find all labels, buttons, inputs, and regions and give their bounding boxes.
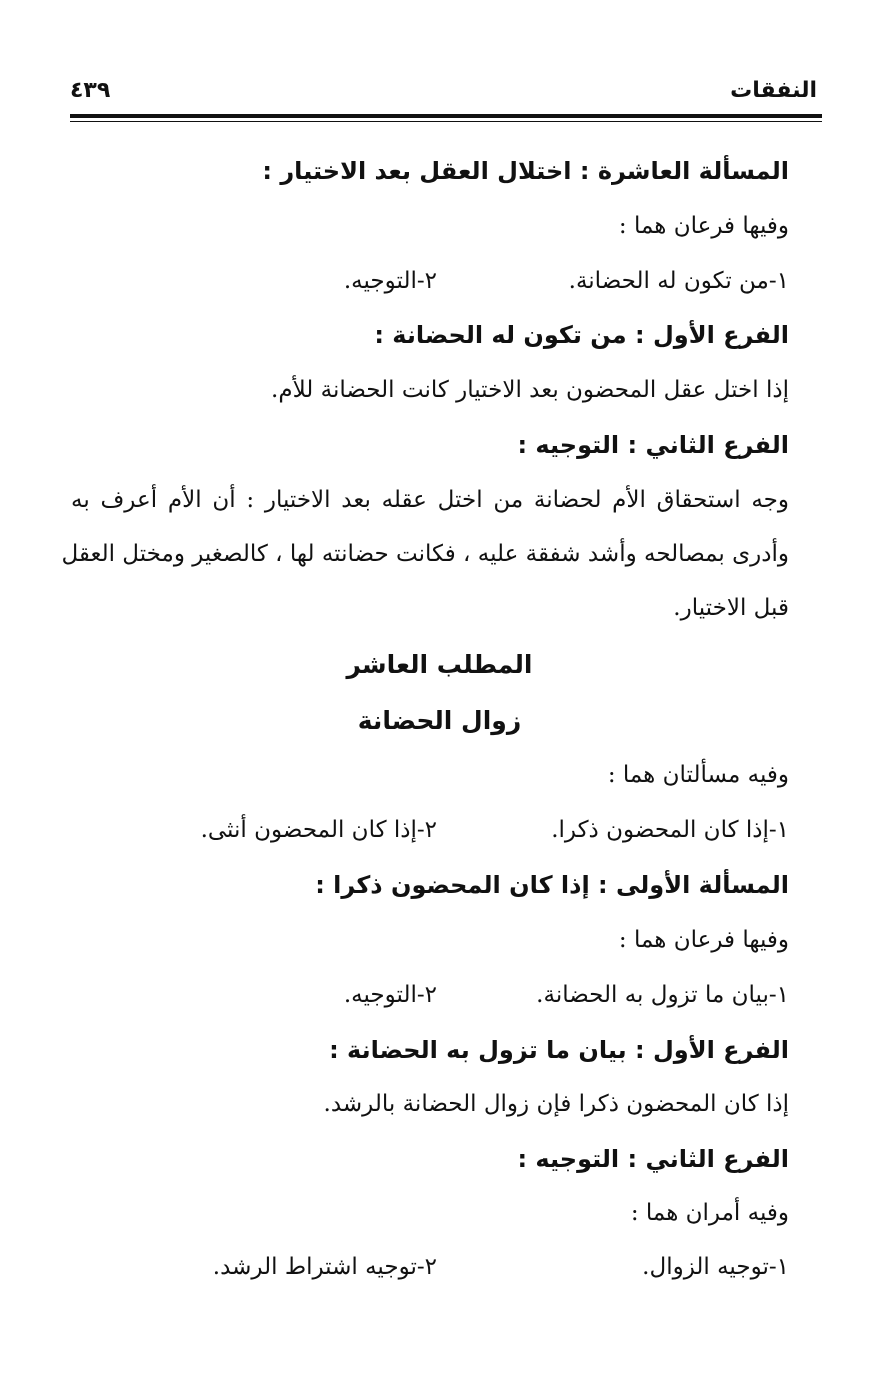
header-rule-thin bbox=[70, 121, 822, 122]
header-rule-thick bbox=[70, 114, 822, 118]
chapter-heading: المطلب العاشر bbox=[346, 650, 533, 679]
list-item: ٢-التوجيه. bbox=[343, 982, 437, 1008]
subsection-heading: الفرع الأول : بيان ما تزول به الحضانة : bbox=[329, 1036, 789, 1064]
subsection-heading: الفرع الثاني : التوجيه : bbox=[517, 431, 789, 459]
list-item: ٢-توجيه اشتراط الرشد. bbox=[212, 1254, 437, 1280]
paragraph-line: وجه استحقاق الأم لحضانة من اختل عقله بعد الاختيار : أن الأم أعرف به bbox=[71, 487, 789, 513]
paragraph: وفيه أمران هما : bbox=[630, 1200, 789, 1226]
paragraph-line: قبل الاختيار. bbox=[673, 595, 789, 621]
list-item: ١-توجيه الزوال. bbox=[642, 1254, 789, 1280]
paragraph: وفيها فرعان هما : bbox=[618, 213, 789, 239]
paragraph: وفيه مسألتان هما : bbox=[607, 762, 789, 788]
list-item: ٢-التوجيه. bbox=[343, 268, 437, 294]
subsection-heading: الفرع الثاني : التوجيه : bbox=[517, 1145, 789, 1173]
paragraph: وفيها فرعان هما : bbox=[618, 927, 789, 953]
list-item: ٢-إذا كان المحضون أنثى. bbox=[200, 817, 437, 843]
subsection-heading: الفرع الأول : من تكون له الحضانة : bbox=[374, 321, 789, 349]
list-item: ١-بيان ما تزول به الحضانة. bbox=[536, 982, 789, 1008]
section-heading-tenth-issue: المسألة العاشرة : اختلال العقل بعد الاختيار : bbox=[262, 157, 789, 185]
paragraph: إذا اختل عقل المحضون بعد الاختيار كانت الحضانة للأم. bbox=[271, 377, 789, 403]
running-header-title: النفقات bbox=[730, 78, 817, 103]
chapter-subtitle: زوال الحضانة bbox=[357, 706, 522, 735]
page-number: ٤٣٩ bbox=[70, 78, 111, 103]
paragraph-line: وأدرى بمصالحه وأشد شفقة عليه ، فكانت حضانته لها ، كالصغير ومختل العقل bbox=[61, 541, 789, 567]
list-item: ١-من تكون له الحضانة. bbox=[568, 268, 789, 294]
paragraph: إذا كان المحضون ذكرا فإن زوال الحضانة بالرشد. bbox=[323, 1091, 789, 1117]
section-heading-first-issue: المسألة الأولى : إذا كان المحضون ذكرا : bbox=[315, 871, 789, 899]
list-item: ١-إذا كان المحضون ذكرا. bbox=[551, 817, 789, 843]
